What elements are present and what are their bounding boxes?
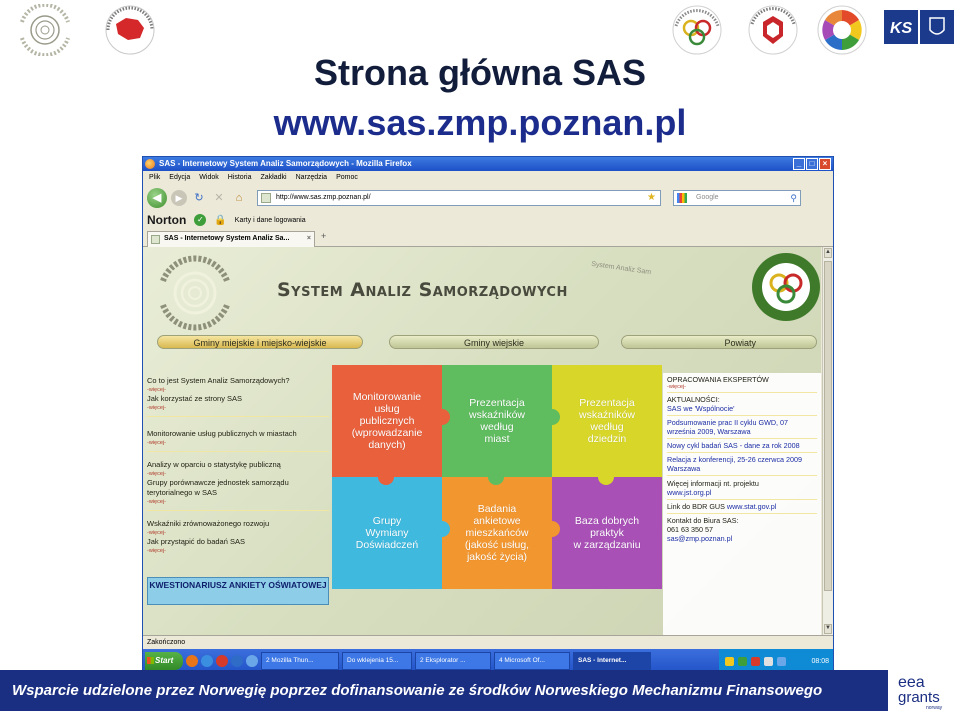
puzzle-knob xyxy=(434,521,450,537)
close-button[interactable]: × xyxy=(819,158,831,170)
puzzle-knob xyxy=(378,469,394,485)
norton-cards-button[interactable]: Karty i dane logowania xyxy=(234,216,306,224)
minimize-button[interactable]: _ xyxy=(793,158,805,170)
puzzle-indicators-cities[interactable] xyxy=(442,365,552,477)
slide-title: Strona główna SAS xyxy=(313,52,647,93)
scrollbar-thumb[interactable] xyxy=(824,261,832,591)
sas-site-logo xyxy=(151,251,243,333)
more-link[interactable]: -więcej- xyxy=(667,384,686,390)
norton-label[interactable]: Norton xyxy=(147,213,187,227)
norton-toolbar xyxy=(143,211,833,229)
scroll-down-arrow-icon[interactable]: ▼ xyxy=(824,624,832,634)
divider xyxy=(667,475,817,476)
tab-rural-communes[interactable]: Gminy wiejskie xyxy=(389,335,599,349)
left-section-analyses xyxy=(147,452,329,511)
puzzle-surveys-label: Badania ankietowe mieszkańców (jakość usług, jakość życia) xyxy=(464,503,530,563)
divider xyxy=(667,499,817,500)
taskbar-item-explorer[interactable]: 2 Eksplorator ... xyxy=(415,652,491,670)
tab-label: SAS - Internetowy System Analiz Sa... xyxy=(164,235,290,242)
tab-counties[interactable]: Powiaty xyxy=(621,335,817,349)
grants-word: grants xyxy=(898,689,940,706)
search-placeholder: Google xyxy=(696,194,719,201)
bookmark-star-icon[interactable]: ★ xyxy=(647,192,656,203)
lock-icon: 🔒 xyxy=(214,214,227,226)
questionnaire-button[interactable]: KWESTIONARIUSZ ANKIETY OŚWIATOWEJ xyxy=(147,577,329,605)
slide-url: www.sas.zmp.poznan.pl xyxy=(273,102,687,143)
address-bar[interactable] xyxy=(257,190,661,206)
footer-banner: Wsparcie udzielone przez Norwegię poprzez dofinansowanie ze środków Norweskiego Mechanizmu Finansowego xyxy=(0,670,888,711)
contact-email[interactable]: sas@zmp.poznan.pl xyxy=(667,534,733,543)
divider xyxy=(667,513,817,514)
forward-arrow-icon[interactable]: ▶ xyxy=(171,190,187,206)
puzzle-knob xyxy=(434,409,450,425)
divider xyxy=(667,415,817,416)
more-link[interactable]: -więcej- xyxy=(147,499,166,505)
puzzle-good-practices[interactable] xyxy=(552,477,662,589)
outlook-quicklaunch-icon[interactable] xyxy=(231,655,243,667)
tray-icon[interactable] xyxy=(738,657,747,666)
start-button[interactable]: Start xyxy=(145,652,183,670)
news-item-4[interactable]: Relacja z konferencji, 25-26 czerwca 2009 Warszawa xyxy=(667,455,803,473)
menu-item-history[interactable]: Historia xyxy=(227,174,252,181)
tab-bar xyxy=(143,229,833,247)
left-section-indicators xyxy=(147,511,329,559)
bdr-label: Link do BDR GUS xyxy=(667,502,725,511)
address-text: http://www.sas.zmp.poznan.pl/ xyxy=(276,194,371,201)
tray-icon[interactable] xyxy=(777,657,786,666)
reload-icon[interactable]: ↻ xyxy=(194,192,204,204)
more-link[interactable]: -więcej- xyxy=(147,548,166,554)
link-monitoring[interactable]: Monitorowanie usług publicznych w miastach xyxy=(147,429,297,438)
link-sustainability[interactable]: Wskaźniki zrównoważonego rozwoju xyxy=(147,519,270,528)
divider xyxy=(667,438,817,439)
tray-icon[interactable] xyxy=(725,657,734,666)
ks-logo xyxy=(884,10,954,44)
left-menu xyxy=(147,373,329,559)
territorial-self-government-logo xyxy=(100,4,160,56)
site-title: System Analiz Samorządowych xyxy=(277,279,568,301)
status-bar: Zakończono xyxy=(143,635,833,649)
window-titlebar xyxy=(143,157,833,171)
bdr-row xyxy=(667,502,817,511)
puzzle-knob xyxy=(488,469,504,485)
background-text: System Analiz Sam xyxy=(590,260,652,277)
news-item-3[interactable]: Nowy cykl badań SAS - dane za rok 2008 xyxy=(667,441,800,450)
left-section-about xyxy=(147,373,329,417)
puzzle-monitoring[interactable] xyxy=(332,365,442,477)
news-item-1[interactable]: SAS we 'Wspólnocie' xyxy=(667,404,735,413)
new-tab-icon[interactable]: + xyxy=(321,231,327,241)
svg-text:KS: KS xyxy=(890,20,913,37)
menu-bar xyxy=(143,171,833,185)
firefox-icon xyxy=(145,159,155,169)
menu-item-view[interactable]: Widok xyxy=(199,174,219,181)
puzzle-surveys[interactable] xyxy=(442,477,552,589)
project-link[interactable]: www.jst.org.pl xyxy=(667,488,712,497)
more-link[interactable]: -więcej- xyxy=(147,471,166,477)
more-link[interactable]: -więcej- xyxy=(147,530,166,536)
puzzle-exchange-groups[interactable] xyxy=(332,477,442,589)
link-comparison-groups[interactable]: Grupy porównawcze jednostek samorządu terytorialnego w SAS xyxy=(147,478,289,497)
tray-icon[interactable] xyxy=(751,657,760,666)
puzzle-indicators-cities-label: Prezentacja wskaźników według miast xyxy=(468,397,526,445)
taskbar-item-office[interactable]: 4 Microsoft Of... xyxy=(494,652,570,670)
more-link[interactable]: -więcej- xyxy=(147,405,166,411)
more-link[interactable]: -więcej- xyxy=(147,387,166,393)
maximize-button[interactable]: □ xyxy=(806,158,818,170)
puzzle-indicators-domains[interactable] xyxy=(552,365,662,477)
browser-window xyxy=(142,156,834,674)
norton-check-icon[interactable]: ✓ xyxy=(194,214,206,226)
sas-logo xyxy=(14,4,76,56)
project-info-label: Więcej informacji nt. projektu xyxy=(667,479,759,488)
tab-sas[interactable] xyxy=(147,231,315,247)
desktop-quicklaunch-icon[interactable] xyxy=(246,655,258,667)
scroll-up-arrow-icon[interactable]: ▲ xyxy=(824,248,832,258)
puzzle-indicators-domains-label: Prezentacja wskaźników według dziedzin xyxy=(578,397,636,445)
news-item-2[interactable]: Podsumowanie prac II cyklu GWD, 07 września 2009, Warszawa xyxy=(667,418,789,436)
expert-reports-heading[interactable]: OPRACOWANIA EKSPERTÓW xyxy=(667,375,769,384)
menu-item-tools[interactable]: Narzędzia xyxy=(295,174,328,181)
link-what-is-sas[interactable]: Co to jest System Analiz Samorządowych? xyxy=(147,376,290,385)
puzzle-menu xyxy=(332,365,662,589)
vertical-scrollbar[interactable] xyxy=(822,247,833,635)
puzzle-exchange-groups-label: Grupy Wymiany Doświadczeń xyxy=(355,515,419,551)
taskbar-item-thunderbird[interactable]: 2 Mozilla Thun... xyxy=(261,652,339,670)
window-title: SAS - Internetowy System Analiz Samorządowych - Mozilla Firefox xyxy=(159,159,412,168)
news-heading: AKTUALNOŚCI: xyxy=(667,395,720,404)
menu-item-edit[interactable]: Edycja xyxy=(169,174,191,181)
google-icon xyxy=(677,193,687,203)
puzzle-knob xyxy=(544,409,560,425)
divider xyxy=(667,392,817,393)
search-icon[interactable]: ⚲ xyxy=(790,193,797,203)
navigation-toolbar xyxy=(143,185,833,211)
eea-word: eea xyxy=(898,674,925,691)
tray-icon[interactable] xyxy=(764,657,773,666)
more-link[interactable]: -więcej- xyxy=(147,440,166,446)
media-quicklaunch-icon[interactable] xyxy=(216,655,228,667)
clock[interactable]: 08:08 xyxy=(811,657,829,665)
menu-item-file[interactable]: Plik xyxy=(149,174,161,181)
contact-phone: 061 63 350 57 xyxy=(667,525,713,534)
menu-item-bookmarks[interactable]: Zakładki xyxy=(260,174,287,181)
web-page xyxy=(143,247,821,635)
taskbar-item-folder[interactable]: Do wklejenia 15... xyxy=(342,652,412,670)
left-section-monitoring xyxy=(147,417,329,452)
menu-item-help[interactable]: Pomoc xyxy=(336,174,358,181)
rural-communes-union-logo xyxy=(814,4,870,56)
puzzle-monitoring-label: Monitorowanie usług publicznych (wprowadzanie danych) xyxy=(351,391,423,451)
close-tab-icon[interactable]: × xyxy=(306,235,311,242)
home-icon[interactable]: ⌂ xyxy=(235,192,243,204)
puzzle-knob xyxy=(598,469,614,485)
zmp-site-logo xyxy=(749,249,821,325)
stop-icon[interactable]: ✕ xyxy=(214,192,224,204)
divider xyxy=(667,452,817,453)
link-how-to-use[interactable]: Jak korzystać ze strony SAS xyxy=(147,394,243,403)
tab-urban-communes[interactable]: Gminy miejskie i miejsko-wiejskie xyxy=(157,335,363,349)
tab-favicon xyxy=(151,235,160,244)
taskbar-item-sas[interactable]: SAS - Internet... xyxy=(573,652,651,670)
firefox-quicklaunch-icon[interactable] xyxy=(186,655,198,667)
ie-quicklaunch-icon[interactable] xyxy=(201,655,213,667)
site-favicon xyxy=(261,193,271,203)
contact-label: Kontakt do Biura SAS: xyxy=(667,516,739,525)
search-input[interactable] xyxy=(673,190,801,206)
puzzle-knob xyxy=(544,521,560,537)
bdr-link[interactable]: www.stat.gov.pl xyxy=(726,502,777,511)
right-sidebar xyxy=(663,373,821,635)
link-analyses[interactable]: Analizy w oparciu o statystykę publiczną xyxy=(147,460,281,469)
association-of-polish-cities-logo xyxy=(664,4,730,56)
eea-grants-logo xyxy=(892,670,960,711)
back-arrow-icon[interactable]: ◀ xyxy=(147,188,167,208)
puzzle-good-practices-label: Baza dobrych praktyk w zarządzaniu xyxy=(573,515,641,551)
norway-word: norway xyxy=(926,705,943,711)
link-how-to-join[interactable]: Jak przystąpić do badań SAS xyxy=(147,537,245,546)
association-of-polish-counties-logo xyxy=(744,4,802,56)
